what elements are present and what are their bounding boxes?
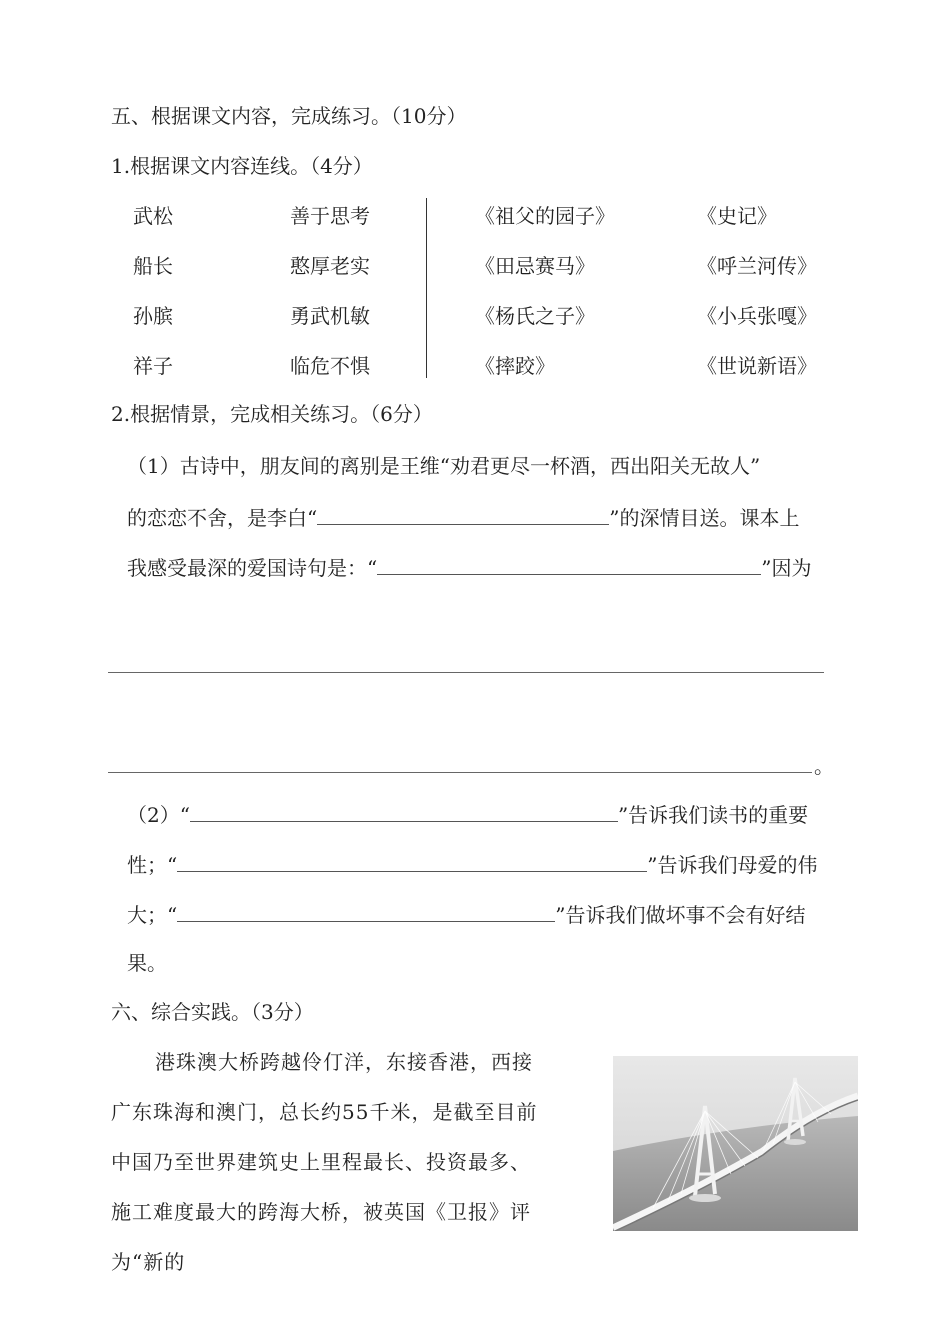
- answer-line-reason-1[interactable]: [108, 672, 824, 673]
- match-col4-item: 《史记》: [697, 204, 777, 228]
- match-col4-item: 《呼兰河传》: [697, 254, 817, 278]
- q2-p2-line2-prefix: 性；“: [127, 853, 178, 877]
- q2-p2-line1: [127, 803, 808, 825]
- q1-title: 1.根据课文内容连线。（4分）: [111, 154, 373, 178]
- answer-blank-reading[interactable]: [190, 803, 618, 822]
- section-5-title: 五、根据课文内容，完成练习。（10分）: [111, 104, 467, 128]
- match-col3-item: 《杨氏之子》: [475, 304, 595, 328]
- q2-p2-line4: 果。: [127, 951, 167, 975]
- answer-line-reason-2[interactable]: [108, 772, 812, 773]
- q2-p1-line1: （1）古诗中，朋友间的离别是王维“劝君更尽一杯酒，西出阳关无故人”: [127, 454, 761, 478]
- bridge-photo: [613, 1056, 858, 1231]
- q2-p1-line3-prefix: 我感受最深的爱国诗句是：“: [127, 556, 378, 580]
- q2-p1-line3-suffix: ”因为: [761, 556, 812, 580]
- match-col2-item: 憨厚老实: [290, 254, 370, 278]
- q2-p2-line2: [127, 853, 817, 875]
- match-col2-item: 临危不惧: [290, 354, 370, 378]
- q2-p1-line3: [127, 556, 811, 578]
- passage-line: 广东珠海和澳门，总长约55千米，是截至目前: [111, 1100, 538, 1124]
- match-col1-item: 船长: [133, 254, 173, 278]
- q2-p1-line2-prefix: 的恋恋不舍，是李白“: [127, 506, 318, 530]
- q2-p1-line2-suffix: ”的深情目送。课本上: [609, 506, 800, 530]
- q2-p2-line1-prefix: （2）“: [127, 803, 190, 827]
- section-6-title: 六、综合实践。（3分）: [111, 1000, 314, 1024]
- match-col1-item: 祥子: [133, 354, 173, 378]
- match-col3-item: 《田忌赛马》: [475, 254, 595, 278]
- bridge-illustration: [613, 1056, 858, 1231]
- q2-p2-line3: [127, 903, 805, 925]
- answer-blank-bad-deeds[interactable]: [177, 903, 555, 922]
- match-col1-item: 武松: [133, 204, 173, 228]
- match-col4-item: 《世说新语》: [697, 354, 817, 378]
- passage-line: 施工难度最大的跨海大桥，被英国《卫报》评: [111, 1200, 531, 1224]
- answer-blank-patriotic[interactable]: [377, 556, 761, 575]
- q2-p2-line3-prefix: 大；“: [127, 903, 178, 927]
- q2-p1-end-period: 。: [814, 754, 834, 778]
- q2-p1-line2: [127, 506, 799, 528]
- passage-line: 港珠澳大桥跨越伶仃洋，东接香港，西接: [155, 1050, 533, 1074]
- match-col4-item: 《小兵张嘎》: [697, 304, 817, 328]
- passage-line: 中国乃至世界建筑史上里程最长、投资最多、: [111, 1150, 531, 1174]
- answer-blank-libai[interactable]: [317, 506, 609, 525]
- answer-blank-mother-love[interactable]: [177, 853, 647, 872]
- q2-title: 2.根据情景，完成相关练习。（6分）: [111, 402, 433, 426]
- match-col3-item: 《祖父的园子》: [475, 204, 615, 228]
- passage-line: 为“新的: [111, 1250, 186, 1274]
- q2-p2-line1-suffix: ”告诉我们读书的重要: [617, 803, 809, 827]
- match-col2-item: 善于思考: [290, 204, 370, 228]
- q2-p2-line3-suffix: ”告诉我们做坏事不会有好结: [555, 903, 806, 927]
- column-divider: [426, 198, 427, 378]
- match-col1-item: 孙膑: [133, 304, 173, 328]
- match-col2-item: 勇武机敏: [290, 304, 370, 328]
- q2-p2-line2-suffix: ”告诉我们母爱的伟: [647, 853, 818, 877]
- match-col3-item: 《摔跤》: [475, 354, 555, 378]
